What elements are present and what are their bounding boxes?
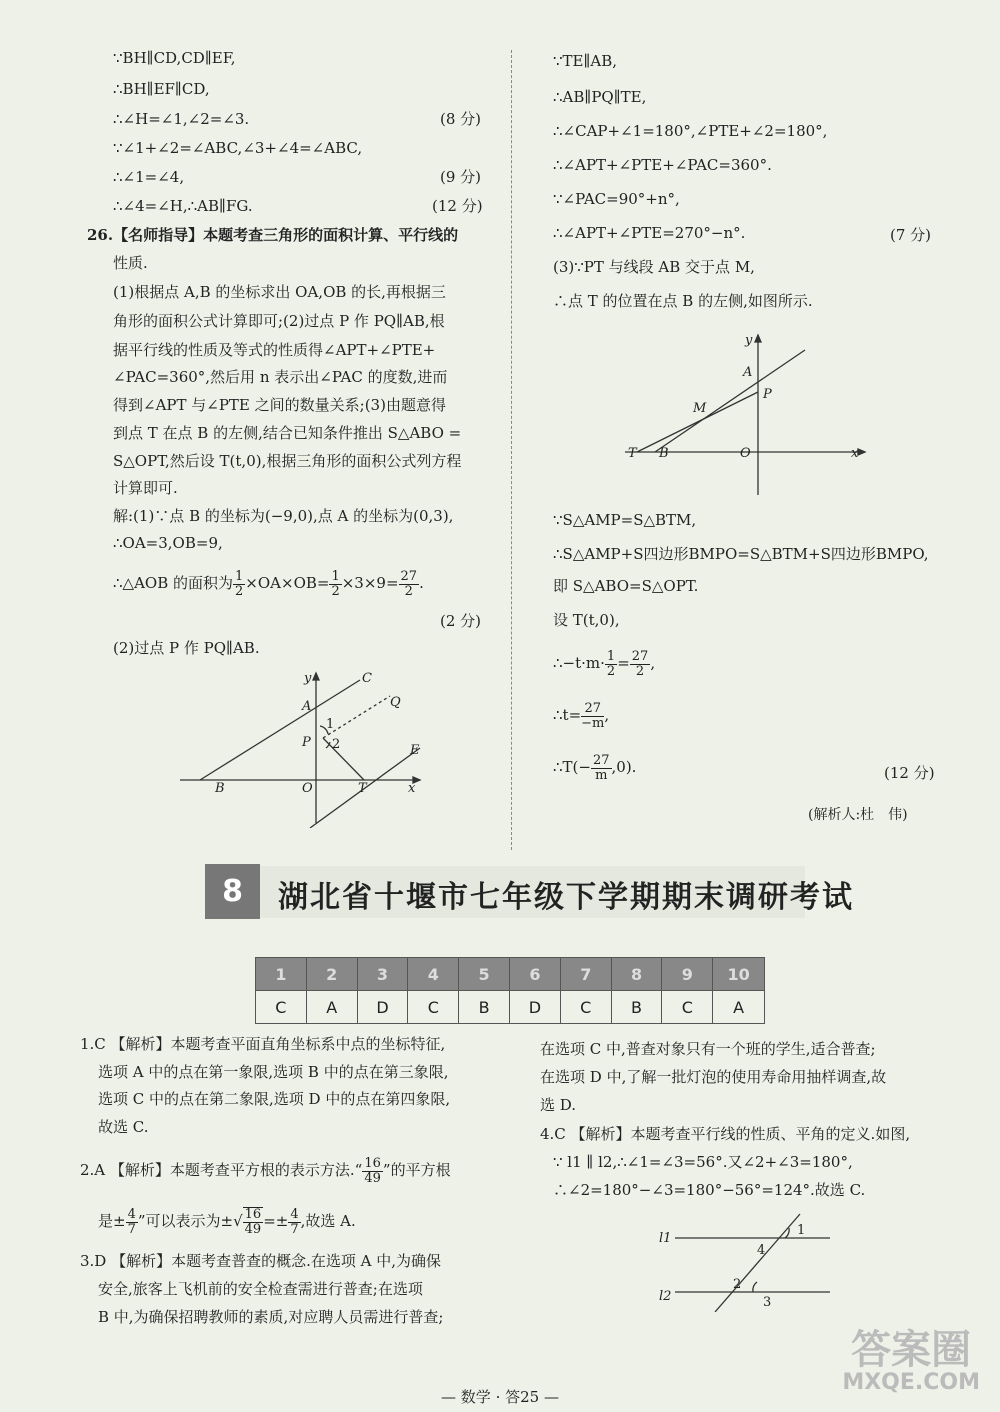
text-line: ∵∠PAC=90°+n°, [553,190,680,208]
text-line: ∴∠1=∠4, [113,168,185,186]
text-line: ∴∠APT+∠PTE=270°−n°. [553,224,746,242]
text-line: ∵ l1 ∥ l2,∴∠1=∠3=56°.又∠2+∠3=180°, [553,1153,853,1171]
fraction: $\frac{1}{2}$ [331,568,340,599]
text-line: 选 D. [540,1096,577,1114]
answer-cell: A [306,991,357,1024]
question-number-cell: 2 [306,958,357,991]
score-label: (8 分) [440,110,482,128]
score-label: (12 分) [884,764,935,782]
author-credit: (解析人:杜 伟) [808,807,908,823]
point-label: B [215,781,225,796]
text-line: S△OPT,然后设 T(t,0),根据三角形的面积公式列方程 [113,452,462,470]
geometry-figure-tm [625,330,875,500]
text-line: 设 T(t,0), [553,611,620,629]
point-label: Q [390,695,401,710]
score-label: (12 分) [432,197,483,215]
question-number-cell: 4 [408,958,459,991]
text-line: 1.C 【解析】本题考查平面直角坐标系中点的坐标特征, [80,1035,446,1053]
fraction: $\frac{1}{2}$ [235,568,244,599]
question-number-cell: 3 [357,958,408,991]
point-label: P [302,735,311,750]
answer-cell: B [459,991,510,1024]
answer-cell: C [560,991,611,1024]
angle-label: 3 [763,1295,772,1310]
text-line: ∴∠CAP+∠1=180°,∠PTE+∠2=180°, [553,122,828,140]
equation-line: ∴t= $\frac{27}{-m}$ , [553,700,610,731]
section-number: 8 [205,864,260,919]
text-line: B 中,为确保招聘教师的素质,对应聘人员需进行普查; [98,1308,444,1326]
text-line: 在选项 D 中,了解一批灯泡的使用寿命用抽样调查,故 [540,1068,887,1086]
text-line: 安全,旅客上飞机前的安全检查需进行普查;在选项 [98,1280,423,1298]
answer-cell: C [662,991,713,1024]
fraction: $\frac{16}{49}$ [244,1207,262,1237]
point-label: P [763,387,772,402]
text-line: ∵BH∥CD,CD∥EF, [113,49,236,67]
equation-line: ∴T(− $\frac{27}{m}$ ,0). [553,752,637,783]
answer-cell: C [408,991,459,1024]
text-line: (2)过点 P 作 PQ∥AB. [113,639,260,657]
score-label: (7 分) [890,226,932,244]
axis-label-y: y [745,333,753,348]
text-line: 3.D 【解析】本题考查普查的概念.在选项 A 中,为确保 [80,1252,442,1270]
point-label: A [302,699,312,714]
text-line: 即 S△ABO=S△OPT. [553,577,699,595]
answer-cell: B [611,991,662,1024]
page-footer: — 数学 · 答25 — [441,1388,559,1406]
question-number-cell: 9 [662,958,713,991]
axis-label-y: y [304,671,312,686]
text-line: 选项 A 中的点在第一象限,选项 B 中的点在第三象限, [98,1063,449,1081]
fraction: $\frac{27}{m}$ [592,752,610,783]
fraction: $\frac{27}{-m}$ [581,700,605,731]
text-line: ∵S△AMP=S△BTM, [553,511,697,529]
answer-cell: D [510,991,561,1024]
line-label: l1 [659,1231,672,1246]
text-line: 得到∠APT 与∠PTE 之间的数量关系;(3)由题意得 [113,396,446,414]
section-title: 湖北省十堰市七年级下学期期末调研考试 [278,880,854,915]
text-line: ∵TE∥AB, [553,52,618,70]
text-line: 4.C 【解析】本题考查平行线的性质、平角的定义.如图, [540,1125,911,1143]
text-line: ∴∠APT+∠PTE+∠PAC=360°. [553,156,772,174]
text-line: ∴∠4=∠H,∴AB∥FG. [113,197,253,215]
point-label: C [362,671,372,686]
angle-label: 1 [797,1223,806,1238]
point-label: E [410,743,420,758]
text-line: (1)根据点 A,B 的坐标求出 OA,OB 的长,再根据三 [113,283,446,301]
text-line: 角形的面积公式计算即可;(2)过点 P 作 PQ∥AB,根 [113,312,445,330]
point-label: M [693,401,707,416]
angle-label: 2 [332,737,341,752]
text-line: 性质. [113,254,148,272]
point-label: O [302,781,313,796]
text-line: 解:(1)∵点 B 的坐标为(−9,0),点 A 的坐标为(0,3), [113,507,454,525]
line-label: l2 [659,1289,672,1304]
answer-cell: D [357,991,408,1024]
text-line: ∴S△AMP+S四边形BMPO=S△BTM+S四边形BMPO, [553,545,929,563]
fraction: $\frac{4}{7}$ [290,1206,299,1237]
text-line: ∠PAC=360°,然后用 n 表示出∠PAC 的度数,进而 [113,368,448,386]
question-2-line: 2.A 【解析】本题考查平方根的表示方法.“ $\frac{16}{49}$ ”的平方根 [80,1155,451,1186]
point-label: T [358,781,367,796]
question-26-heading: 26.【名师指导】本题考查三角形的面积计算、平行线的 [87,226,459,244]
score-label: (9 分) [440,168,482,186]
axis-label-x: x [408,781,416,796]
text-line: 故选 C. [98,1118,149,1136]
geometry-figure-pq [180,668,430,828]
fraction: $\frac{16}{49}$ [364,1155,381,1186]
text-line: 选项 C 中的点在第二象限,选项 D 中的点在第四象限, [98,1090,451,1108]
column-divider [511,50,512,850]
question-number-cell: 5 [459,958,510,991]
question-number-cell: 1 [256,958,307,991]
score-label: (2 分) [440,612,482,630]
question-number-cell: 6 [510,958,561,991]
point-label: B [659,446,669,461]
fraction: $\frac{4}{7}$ [127,1206,136,1237]
angle-label: 1 [326,717,335,732]
text-line: ∴BH∥EF∥CD, [113,80,210,98]
text-line: ∴OA=3,OB=9, [113,534,223,552]
watermark-logo: 答案圈 MXQE.COM [842,1327,980,1395]
point-label: T [628,446,637,461]
answer-cell: A [713,991,765,1024]
question-number-cell: 8 [611,958,662,991]
text-line: 计算即可. [113,479,178,497]
point-label: A [743,365,753,380]
fraction: $\frac{27}{2}$ [631,648,649,679]
angle-label: 2 [733,1277,742,1292]
text-line: ∵∠1+∠2=∠ABC,∠3+∠4=∠ABC, [113,139,363,157]
axis-label-x: x [851,446,859,461]
question-2-line: 是± $\frac{4}{7}$ ”可以表示为±√ $\frac{16}{49}$ =± $\frac{4}{7}$ ,故选 A. [98,1206,356,1237]
answer-cell: C [256,991,307,1024]
parallel-lines-figure [655,1212,835,1312]
text-line: ∴点 T 的位置在点 B 的左侧,如图所示. [553,292,813,310]
question-number-cell: 7 [560,958,611,991]
text-line: ∴∠2=180°−∠3=180°−56°=124°.故选 C. [553,1181,866,1199]
equation-line: ∴−t·m· $\frac{1}{2}$ = $\frac{27}{2}$ , [553,648,656,679]
text-line: 在选项 C 中,普查对象只有一个班的学生,适合普查; [540,1040,876,1058]
text-line: (3)∵PT 与线段 AB 交于点 M, [553,258,755,276]
area-formula: ∴△AOB 的面积为 $\frac{1}{2}$ ×OA×OB= $\frac{1}{2}$ ×3×9= $\frac{27}{2}$ . [113,568,424,599]
answer-table [255,957,765,1024]
question-number-cell: 10 [713,958,765,991]
fraction: $\frac{1}{2}$ [606,648,616,679]
text-line: ∴AB∥PQ∥TE, [553,88,647,106]
text-line: 据平行线的性质及等式的性质得∠APT+∠PTE+ [113,341,436,359]
text-line: ∴∠H=∠1,∠2=∠3. [113,110,250,128]
point-label: O [740,446,751,461]
fraction: $\frac{27}{2}$ [400,568,418,599]
angle-label: 4 [757,1243,766,1258]
text-line: 到点 T 在点 B 的左侧,结合已知条件推出 S△ABO = [113,424,462,442]
